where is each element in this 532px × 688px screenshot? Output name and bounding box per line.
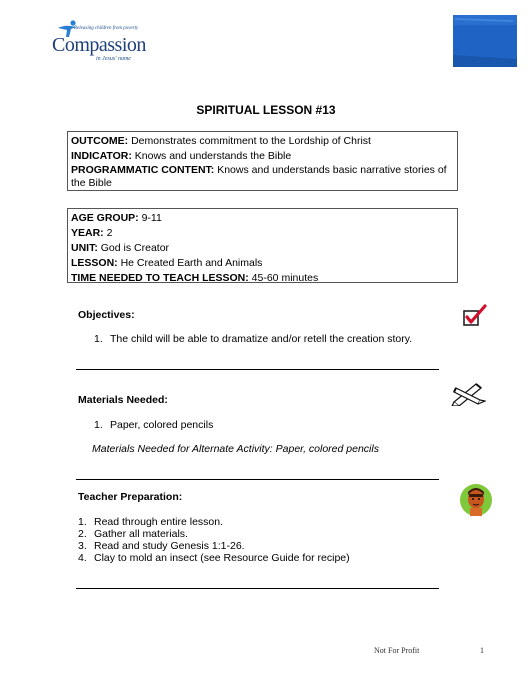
page-title: SPIRITUAL LESSON #13 xyxy=(196,103,336,117)
prep-item-text: Read and study Genesis 1:1-26. xyxy=(94,540,245,552)
material-item-text: Paper, colored pencils xyxy=(110,419,214,431)
logo-subline: in Jesus' name xyxy=(96,56,131,62)
blue-decoration xyxy=(453,15,517,67)
footer-note: Not For Profit xyxy=(374,646,420,655)
outcome-box xyxy=(67,131,458,191)
compassion-logo xyxy=(52,20,172,68)
age-line xyxy=(71,211,454,226)
unit-line xyxy=(71,241,454,256)
logo-wordmark: Compassion xyxy=(52,34,146,56)
section-divider xyxy=(76,369,439,370)
age-label: AGE GROUP: xyxy=(71,212,139,224)
year-label: YEAR: xyxy=(71,227,104,239)
age-value: 9-11 xyxy=(141,212,162,224)
logo-tagline: Releasing children from poverty xyxy=(74,26,139,31)
checkbox-check-icon xyxy=(462,304,488,328)
year-value: 2 xyxy=(106,227,113,239)
prep-item-num: 2. xyxy=(78,528,87,540)
prep-item xyxy=(78,528,188,540)
section-divider xyxy=(76,588,439,589)
outcome-line xyxy=(71,134,454,149)
alternate-materials: Materials Needed for Alternate Activity: Paper, colored pencils xyxy=(92,443,379,455)
section-divider xyxy=(76,479,439,480)
program-value: Knows and understands basic narrative stories of xyxy=(217,164,447,176)
prep-item-text: Gather all materials. xyxy=(94,528,188,540)
time-value: 45-60 minutes xyxy=(251,272,319,284)
prep-item xyxy=(78,552,350,564)
objective-item-num: 1. xyxy=(94,333,103,345)
unit-value: God is Creator xyxy=(100,242,170,254)
unit-label: UNIT: xyxy=(71,242,98,254)
lesson-line xyxy=(71,256,454,271)
program-label: PROGRAMMATIC CONTENT: xyxy=(71,164,215,176)
program-line-cont: the Bible xyxy=(71,177,112,189)
preparation-heading: Teacher Preparation: xyxy=(78,491,183,503)
outcome-label: OUTCOME: xyxy=(71,135,129,147)
page-number: 1 xyxy=(480,646,484,655)
lesson-value: He Created Earth and Animals xyxy=(120,257,263,269)
material-item-num: 1. xyxy=(94,419,103,431)
objective-item xyxy=(94,333,412,345)
prep-item-num: 3. xyxy=(78,540,87,552)
prep-item xyxy=(78,540,245,552)
prep-item-num: 1. xyxy=(78,516,87,528)
program-line xyxy=(71,164,454,177)
indicator-line xyxy=(71,149,454,164)
prep-item-text: Clay to mold an insect (see Resource Guide for recipe) xyxy=(94,552,350,564)
teacher-face-icon xyxy=(459,482,493,518)
outcome-value: Demonstrates commitment to the Lordship of Christ xyxy=(131,135,371,147)
prep-item xyxy=(78,516,223,528)
prep-item-num: 4. xyxy=(78,552,87,564)
year-line xyxy=(71,226,454,241)
materials-heading: Materials Needed: xyxy=(78,394,168,406)
time-label: TIME NEEDED TO TEACH LESSON: xyxy=(71,272,249,284)
objectives-heading: Objectives: xyxy=(78,309,135,321)
objective-item-text: The child will be able to dramatize and/or retell the creation story. xyxy=(110,333,413,345)
indicator-value: Knows and understands the Bible xyxy=(134,150,292,162)
lesson-label: LESSON: xyxy=(71,257,118,269)
pencils-icon xyxy=(450,380,486,406)
material-item xyxy=(94,419,213,431)
time-line xyxy=(71,271,454,286)
indicator-label: INDICATOR: xyxy=(71,150,132,162)
lesson-info-box xyxy=(67,208,458,283)
prep-item-text: Read through entire lesson. xyxy=(94,516,223,528)
